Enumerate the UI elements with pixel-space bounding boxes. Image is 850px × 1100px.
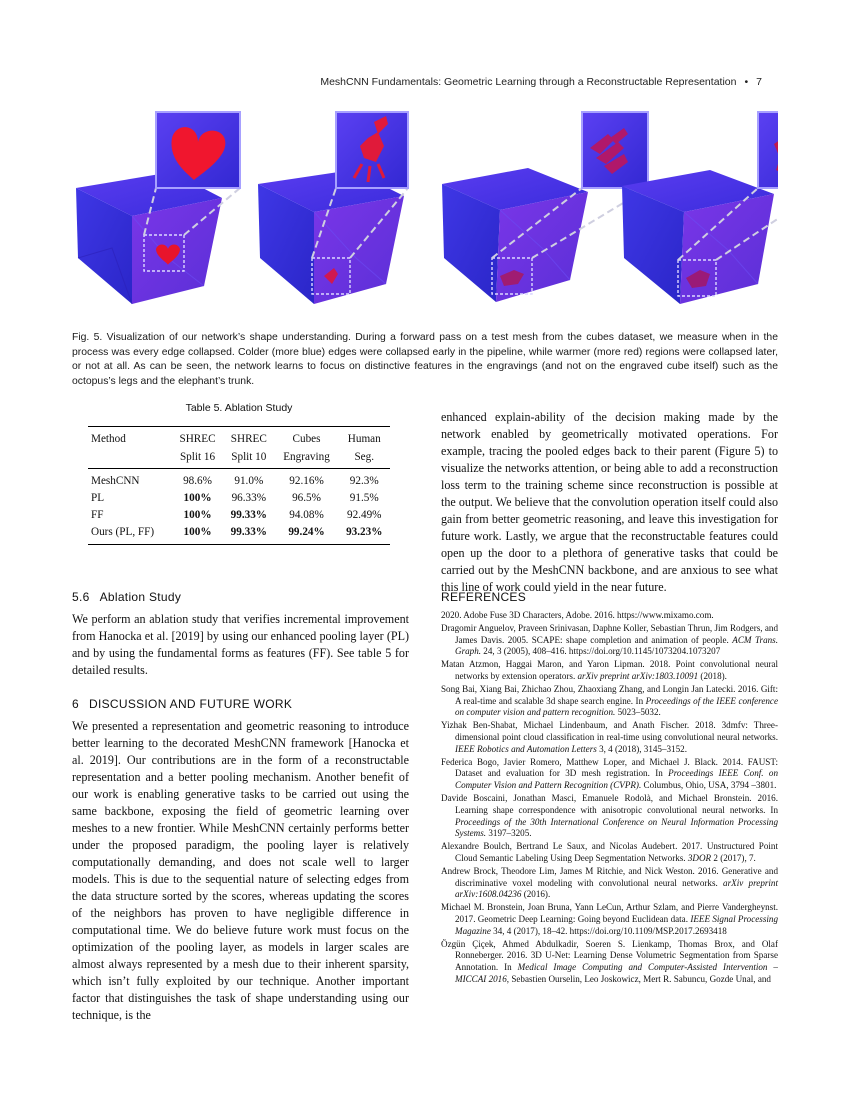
ref-venue: 3DOR <box>687 852 712 863</box>
cube-right-face <box>496 192 588 302</box>
ablation-table <box>88 426 390 545</box>
table-row <box>88 524 390 545</box>
section-6-text: We presented a representation and geometric reasoning to introduce better learning to the decorated MeshCNN framework [Hanocka et al. 2019]. Our contributions are in the form of a reconstructable representation and a better pooling mechanism. Another benefit of our work is enabling generative tasks to be carried out using the same backbone, exposing the field of geometric learning over meshes to a new frontier. While MeshCNN certainly performs better under the proposed paradigm, the pooling layer is relatively computationally demanding, and does not scale well to larger models. This is due to the sequential nature of selecting edges from the data structure sorted by the scores, whereas updating the scores of the neighbors has proven to have negligible difference in computational time. We do believe future work must focus on the optimization of the pooling layer, as models in larger scales are almost always represented by a mesh due to their inherent sparsity, which isn’t fully exploited by our technique. Another important factor that distinguishes the task of shape understanding using our technique, is the <box>72 719 409 1022</box>
ref-tail: (2016). <box>521 889 551 900</box>
table-header-row <box>88 427 390 451</box>
table-cell: 100% <box>183 492 212 504</box>
ref-text: Michael M. Bronstein, Joan Bruna, Yann LeCun, Arthur Szlam, and Pierre Vandergheynst. 2017. Geometric Deep Learning: Going beyond Euclidean data. <box>441 902 778 924</box>
ref-text: Özgün Çiçek, Ahmed Abdulkadir, Soeren S. Lienkamp, Thomas Brox, and Olaf Ronneberger. 2016. 3D U-Net: Learning Dense Volumetric Segmentation from Sparse Annotation. In <box>441 938 778 973</box>
ref-text: Matan Atzmon, Haggai Maron, and Yaron Lipman. 2018. Point convolutional neural networks by extension operators. <box>441 659 778 681</box>
reference-item <box>441 866 778 901</box>
reference-item <box>441 659 778 683</box>
table-cell: PL <box>91 492 105 504</box>
table-cell: 100% <box>183 509 212 521</box>
panel-octopus <box>258 112 408 304</box>
ref-text: Song Bai, Xiang Bai, Zhichao Zhou, Zhaoxiang Zhang, and Longin Jan Latecki. 2016. Gift: A real-time and scalable 3d shape search engine. In <box>441 683 778 706</box>
table-cell: 99.33% <box>223 524 274 545</box>
references-heading: REFERENCES <box>441 590 527 604</box>
header-cell: Split 10 <box>223 450 274 469</box>
table-title: Table 5. Ablation Study <box>185 402 293 414</box>
ref-tail: 34, 4 (2017), 18–42. https://doi.org/10.1109/MSP.2017.2693418 <box>490 925 727 936</box>
table-cell: 92.49% <box>346 509 382 521</box>
reference-item <box>441 939 778 986</box>
references-list <box>441 610 778 986</box>
running-title: MeshCNN Fundamentals: Geometric Learning through a Reconstructable Representation <box>320 76 737 88</box>
ref-venue: Proceedings of the 30th International Conference on Neural Information Processing Systems. <box>455 816 778 839</box>
ref-tail: Columbus, Ohio, USA, 3794 –3801. <box>641 780 777 791</box>
table-cell: 91.5% <box>349 492 379 504</box>
section-number: 5.6 <box>72 590 90 604</box>
table-cell: 94.08% <box>289 509 324 521</box>
table-cell: 96.5% <box>292 492 321 504</box>
header-cell: Cubes <box>275 427 339 451</box>
ref-venue: Proceedings IEEE Conf. on Computer Vision and Pattern Recognition (CVPR). <box>455 768 779 791</box>
ref-venue: Proceedings of the IEEE conference on computer vision and pattern recognition. <box>455 695 778 718</box>
right-column <box>441 409 778 596</box>
table-row <box>88 507 390 524</box>
left-column <box>72 590 409 1024</box>
ref-text: Federica Bogo, Javier Romero, Matthew Loper, and Michael J. Black. 2014. FAUST: Dataset and evaluation for 3D mesh registration. In <box>441 756 778 779</box>
table-cell: 98.6% <box>183 475 212 487</box>
zoom-inset <box>758 112 778 188</box>
reference-item <box>441 623 778 658</box>
section-title: Ablation Study <box>99 590 182 604</box>
ref-venue: Medical Image Computing and Computer-Assisted Intervention – MICCAI 2016 <box>455 962 778 984</box>
reference-item <box>441 720 778 755</box>
ref-tail: 5023–5032. <box>615 707 661 718</box>
header-cell: Seg. <box>338 450 390 469</box>
figure-caption: Fig. 5. Visualization of our network’s shape understanding. During a forward pass on a test mesh from the cubes dataset, we measure when in the process was every edge collapsed. Colder (more blue) edges were collapsed early in the pipeline, while warmer (more red) regions were collapsed later, or not at all. As can be seen, the network learns to focus on distinctive features in the engravings (and not on the engraved cube itself) such as the octopus’s legs and the elephant’s trunk. <box>72 332 778 387</box>
section-number: 6 <box>72 697 79 711</box>
ref-text: Yizhak Ben-Shabat, Michael Lindenbaum, and Anath Fischer. 2018. 3dmfv: Three-dimensional point cloud classification in real-time using convolutional neural networks. <box>441 720 778 742</box>
header-cell: Split 16 <box>172 450 223 469</box>
header-cell: Method <box>88 427 172 451</box>
table-cell: 92.3% <box>349 475 379 487</box>
section-title: DISCUSSION AND FUTURE WORK <box>88 697 293 711</box>
table-cell: 99.33% <box>230 509 267 521</box>
ref-venue: arXiv preprint arXiv:1803.10091 <box>577 670 699 681</box>
header-bullet: • <box>744 76 749 88</box>
reference-item <box>441 793 778 840</box>
header-cell: Engraving <box>275 450 339 469</box>
section-5-6-heading <box>72 590 409 604</box>
ref-venue: ACM Trans. Graph. <box>455 634 778 657</box>
table-cell: Ours (PL, FF) <box>88 524 172 545</box>
panel-hand <box>442 112 648 302</box>
running-header <box>320 76 762 88</box>
ref-tail: 24, 3 (2005), 408–416. https://doi.org/10.1145/1073204.1073207 <box>481 646 721 657</box>
table-header-row <box>88 450 390 469</box>
ref-text: 2020. Adobe Fuse 3D Characters, Adobe. 2016. https://www.mixamo.com. <box>441 610 714 620</box>
section-6-heading <box>72 697 409 711</box>
panel-heart <box>76 112 240 304</box>
reference-item <box>441 757 778 792</box>
reference-item <box>441 610 778 622</box>
figure-5 <box>72 108 778 318</box>
ref-tail: , Sebastien Ourselin, Leo Joskowicz, Mert R. Sabuncu, Gozde Unal, and <box>506 973 771 984</box>
table-row <box>88 490 390 507</box>
header-cell: SHREC <box>172 427 223 451</box>
ref-text: Alexandre Boulch, Bertrand Le Saux, and Nicolas Audebert. 2017. Unstructured Point Cloud Semantic Labeling Using Deep Segmentation Networks. <box>441 841 778 863</box>
discussion-continued-text: enhanced explain-ability of the decision making made by the network enabled by geometrically motivated operations. For example, tracing the pooled edges back to their parent (Figure 5) to visualize the networks attention, or being able to add a reconstruction loss term to the training scheme since reconstruction is possible at the output. We believe that the convolution operation itself could also gain from better geometric reasoning, and leave this investigation for future work. Lastly, we argue that the reconstructable features could open up the door to a plethora of generative tasks that could be carried out by the MeshCNN backbone, and are anxious to see what this line of work could yield in the near future. <box>441 410 778 594</box>
page-number: 7 <box>756 76 762 88</box>
ref-venue: IEEE Robotics and Automation Letters <box>455 743 597 754</box>
ref-tail: 2 (2017), 7. <box>711 852 756 863</box>
ref-venue: IEEE Signal Processing Magazine <box>455 913 779 936</box>
ref-text: Dragomir Anguelov, Praveen Srinivasan, Daphne Koller, Sebastian Thrun, Jim Rodgers, and James Davis. 2005. SCAPE: shape completion and animation of people. <box>441 622 778 645</box>
ref-text: Davide Boscaini, Jonathan Masci, Emanuele Rodolà, and Michael Bronstein. 2016. Learning shape correspondence with anisotropic convolutional neural networks. In <box>441 792 778 815</box>
table-cell: 99.24% <box>275 524 339 545</box>
header-cell: SHREC <box>223 427 274 451</box>
table-cell: 92.16% <box>289 475 324 487</box>
references-section <box>441 590 778 987</box>
ref-text: Andrew Brock, Theodore Lim, James M Ritchie, and Nick Weston. 2016. Generative and discriminative voxel modeling with convolutional neural networks. <box>441 865 778 888</box>
reference-item <box>441 841 778 865</box>
reference-item <box>441 684 778 719</box>
table-cell: 100% <box>172 524 223 545</box>
header-cell <box>88 450 172 469</box>
ref-tail: 3197–3205. <box>486 828 532 839</box>
ref-tail: (2018). <box>698 670 727 681</box>
table-cell: 91.0% <box>234 475 264 487</box>
table-cell: 93.23% <box>338 524 390 545</box>
header-cell: Human <box>338 427 390 451</box>
section-5-6-text: We perform an ablation study that verifies incremental improvement from Hanocka et al. [2019] by using our enhanced pooling layer (PL) and by using the fundamental forms as features (FF). See table 5 for detailed results. <box>72 612 409 677</box>
reference-item <box>441 902 778 937</box>
ref-tail: 3, 4 (2018), 3145–3152. <box>596 743 687 754</box>
table-cell: MeshCNN <box>91 475 140 487</box>
table-cell: 96.33% <box>231 492 267 504</box>
table-cell: FF <box>91 509 104 521</box>
figure-5-graphic <box>72 108 778 318</box>
ablation-table-block <box>88 402 390 545</box>
ref-venue: arXiv preprint arXiv:1608.04236 <box>455 877 778 900</box>
table-row <box>88 469 390 491</box>
